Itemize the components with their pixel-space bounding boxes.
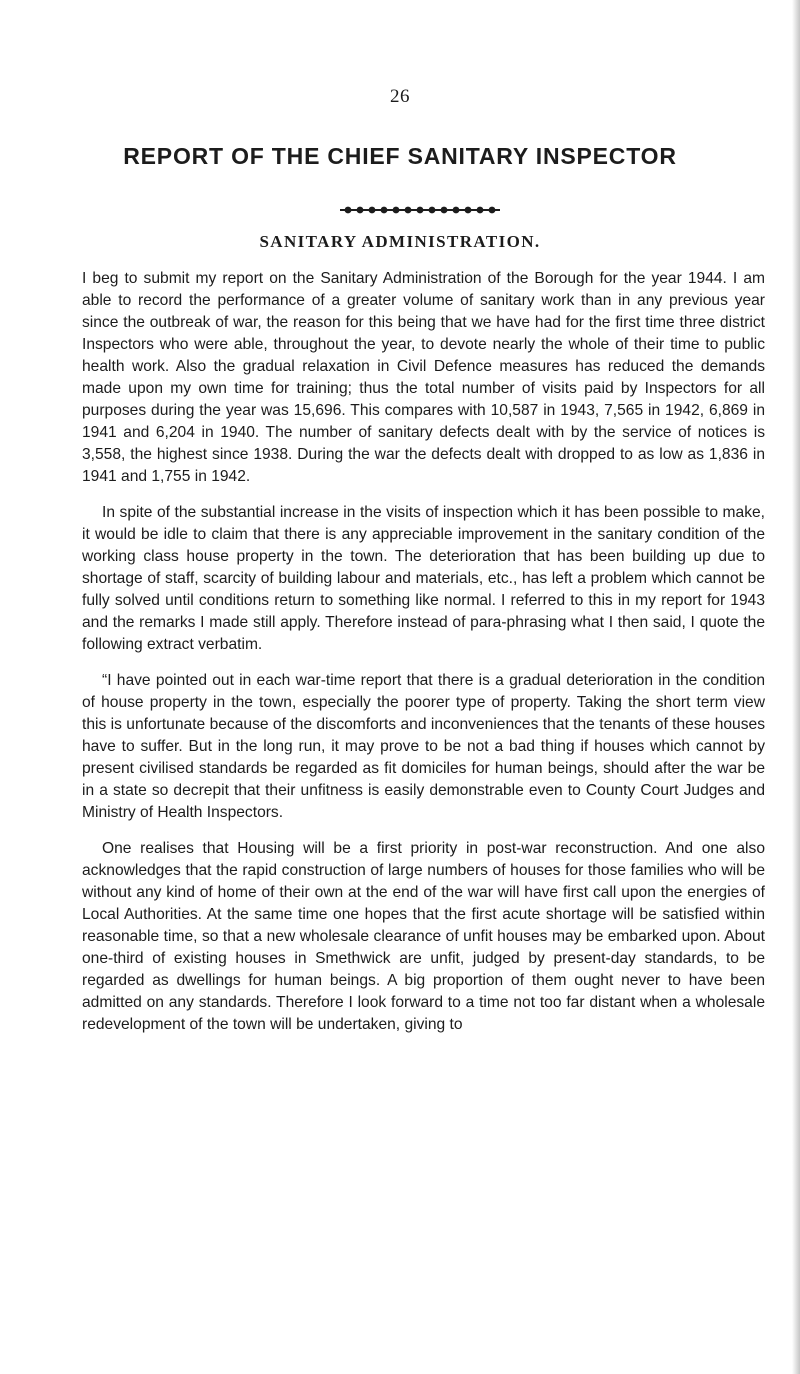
report-body (82, 268, 765, 1036)
paragraph-house-condition: In spite of the substantial increase in the visits of inspection which it has been possible to make, it would be idle to claim that there is any appreciable improvement in the sanitary condition of the working class house property in the town. The deterioration that has been building up due to shortage of staff, scarcity of building labour and materials, etc., has left a problem which cannot be fully solved until conditions return to something like normal. I referred to this in my report for 1943 and the remarks I made still apply. Therefore instead of para-phrasing what I then said, I quote the following extract verbatim. (82, 504, 765, 653)
page-number: 26 (390, 86, 410, 107)
paragraph-visits-summary: I beg to submit my report on the Sanitary Administration of the Borough for the year 1944. I am able to record the performance of a greater volume of sanitary work than in any previous year since the outbreak of war, the reason for this being that we have had for the first time three district Inspectors who were able, throughout the year, to devote nearly the whole of their time to public health work. Also the gradual relaxation in Civil Defence measures has reduced the demands made upon my own time for training; thus the total number of visits paid by Inspectors for all purposes during the year was 15,696. This compares with 10,587 in 1943, 7,565 in 1942, 6,869 in 1941 and 6,204 in 1940. The number of sanitary defects dealt with by the service of notices is 3,558, the highest since 1938. During the war the defects dealt with dropped to as low as 1,836 in 1941 and 1,755 in 1942. (82, 270, 765, 485)
page-edge-shadow (792, 0, 800, 1374)
section-heading: SANITARY ADMINISTRATION. (259, 232, 541, 251)
paragraph-quoted-extract: “I have pointed out in each war-time report that there is a gradual deterioration in the condition of house property in the town, especially the poorer type of property. Taking the short term view this is unfortunate because of the discomforts and inconveniences that the tenants of these houses have to suffer. But in the long run, it may prove to be not a bad thing if houses which cannot by present civilised standards be regarded as fit domiciles for human beings, should after the war be in a state so decrepit that their unfitness is easily demonstrable even to County Court Judges and Ministry of Health Inspectors. (82, 672, 765, 821)
report-title: REPORT OF THE CHIEF SANITARY INSPECTOR (123, 143, 677, 169)
dotted-rule-ornament-icon (340, 206, 500, 214)
paragraph-housing-priority: One realises that Housing will be a first priority in post-war reconstruction. And one also acknowledges that the rapid construction of large numbers of houses for those families who will be without any kind of home of their own at the end of the war will have first call upon the energies of Local Authorities. At the same time one hopes that the first acute shortage will be satisfied within reasonable time, so that a new wholesale clearance of unfit houses may be embarked upon. About one-third of existing houses in Smethwick are unfit, judged by present-day standards, to be regarded as dwellings for human beings. A big proportion of them ought never to have been admitted on any standards. Therefore I look forward to a time not too far distant when a wholesale redevelopment of the town will be undertaken, giving to (82, 840, 765, 1033)
